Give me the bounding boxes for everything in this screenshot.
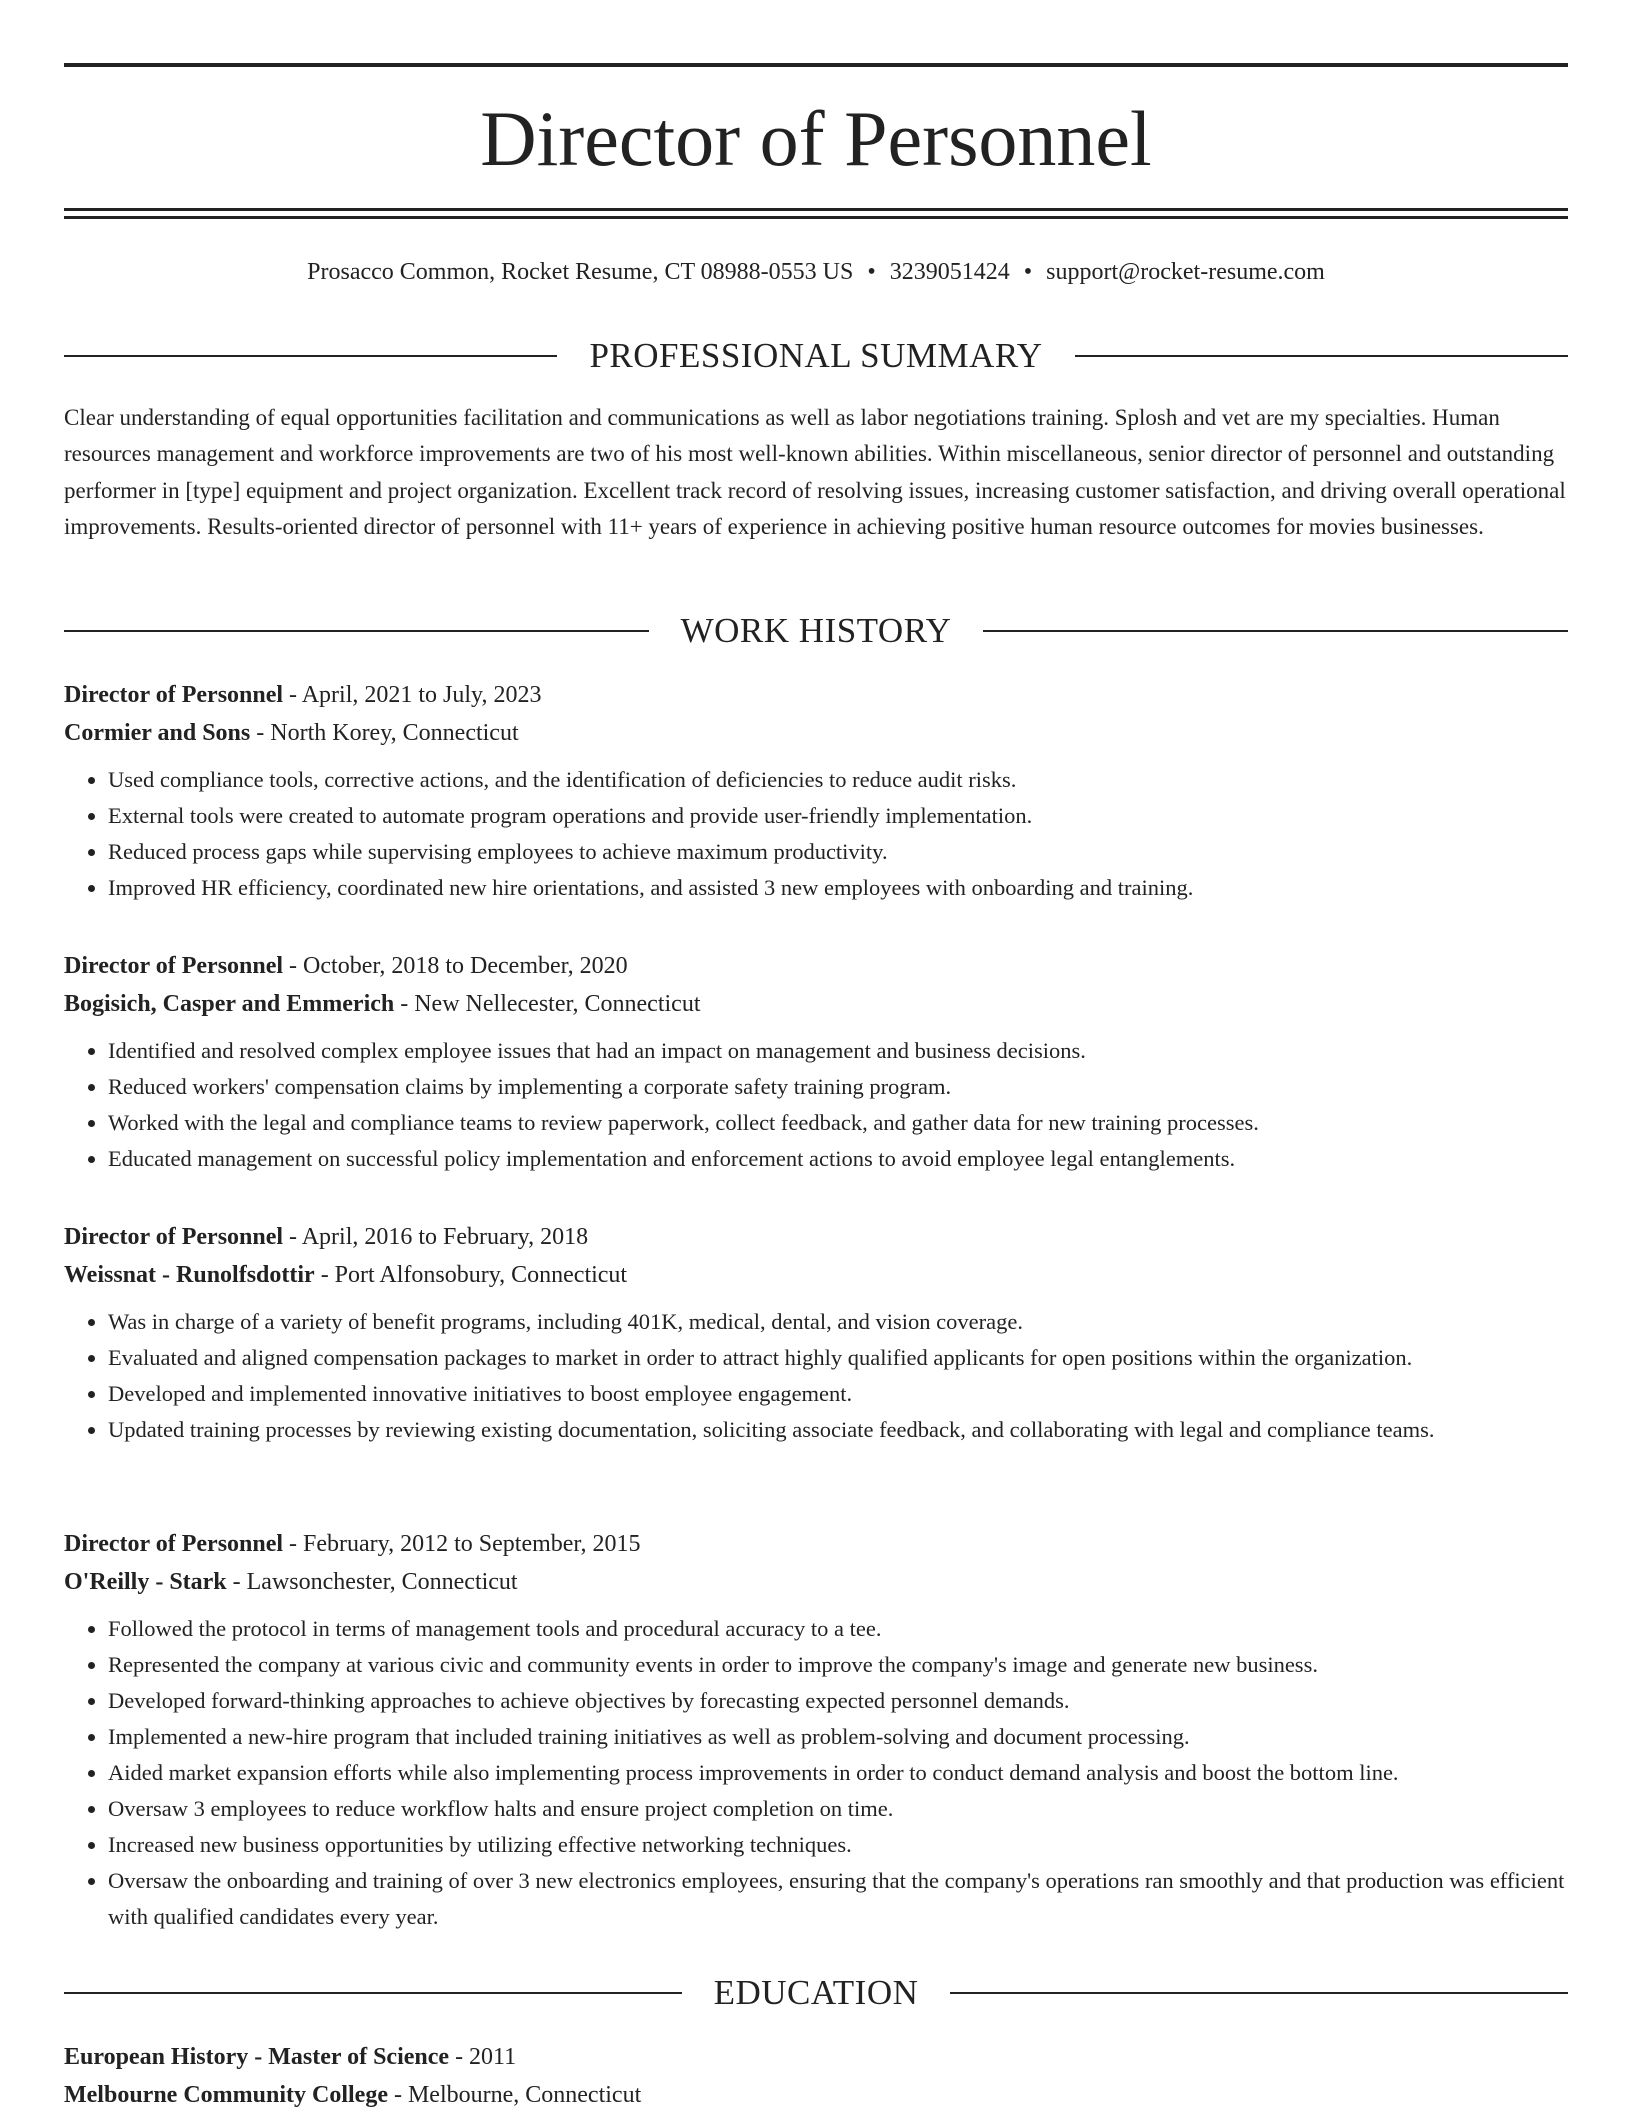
contact-email: support@rocket-resume.com [1046, 259, 1325, 285]
top-rule [64, 63, 1568, 67]
list-item: • Worked with the legal and compliance teams to review paperwork, collect feedback, and gather data for new training processes. [108, 1105, 1568, 1141]
list-item: • Increased new business opportunities by utilizing effective networking techniques. [108, 1827, 1568, 1863]
job-entry [64, 1525, 1568, 1935]
job-company: Bogisich, Casper and Emmerich [64, 991, 395, 1017]
contact-line [64, 256, 1568, 288]
page-title: Director of Personnel [480, 95, 1152, 182]
list-item: • Was in charge of a variety of benefit programs, including 401K, medical, dental, and vision coverage. [108, 1304, 1568, 1340]
job-bullets [64, 762, 1568, 906]
job-company: Cormier and Sons [64, 720, 251, 746]
summary-heading [64, 336, 1568, 376]
job-entry [64, 1218, 1568, 1448]
work-history-heading [64, 611, 1568, 651]
job-title: Director of Personnel [64, 1224, 284, 1250]
summary-heading-label: PROFESSIONAL SUMMARY [589, 336, 1043, 375]
list-item: • Implemented a new-hire program that included training initiatives as well as problem-solving and document processing. [108, 1719, 1568, 1755]
job-location: - Lawsonchester, Connecticut [226, 1569, 518, 1595]
education-location: - Melbourne, Connecticut [387, 2082, 642, 2108]
contact-phone: 3239051424 [889, 259, 1010, 285]
job-company-line [64, 1563, 1568, 1601]
job-bullets [64, 1304, 1568, 1448]
job-title-line [64, 676, 1568, 714]
heading-rule-right [983, 630, 1568, 632]
job-entry [64, 947, 1568, 1177]
list-item: • Oversaw the onboarding and training of over 3 new electronics employees, ensuring that the company's operations ran smoothly and that production was efficient with qualified candidates every year. [108, 1863, 1568, 1935]
list-item: • Updated training processes by reviewing existing documentation, soliciting associate feedback, and collaborating with legal and compliance teams. [108, 1412, 1568, 1448]
list-item: • Followed the protocol in terms of management tools and procedural accuracy to a tee. [108, 1611, 1568, 1647]
job-title: Director of Personnel [64, 682, 284, 708]
summary-text: Clear understanding of equal opportunities facilitation and communications as well as labor negotiations training. Splosh and vet are my specialties. Human resources management and workforce improvements are two of his most well-known abilities. Within miscellaneous, senior director of personnel and outstanding performer in [type] equipment and project organization. Excellent track record of resolving issues, increasing customer satisfaction, and driving overall operational improvements. Results-oriented director of personnel with 11+ years of experience in achieving positive human resource outcomes for movies businesses. [64, 405, 1566, 540]
job-dates: - April, 2016 to February, 2018 [283, 1224, 589, 1250]
contact-address: Prosacco Common, Rocket Resume, CT 08988-0553 US [307, 259, 854, 285]
list-item: • Educated management on successful policy implementation and enforcement actions to avoid employee legal entanglements. [108, 1141, 1568, 1177]
list-item: • Evaluated and aligned compensation packages to market in order to attract highly qualified applicants for open positions within the organization. [108, 1340, 1568, 1376]
heading-rule-left [64, 1992, 682, 1994]
list-item: • Developed and implemented innovative initiatives to boost employee engagement. [108, 1376, 1568, 1412]
job-company: Weissnat - Runolfsdottir [64, 1262, 315, 1288]
job-title-line [64, 1218, 1568, 1256]
job-company-line [64, 985, 1568, 1023]
job-location: - North Korey, Connecticut [250, 720, 519, 746]
job-location: - Port Alfonsobury, Connecticut [314, 1262, 628, 1288]
job-location: - New Nellecester, Connecticut [394, 991, 701, 1017]
job-title-line [64, 947, 1568, 985]
job-dates: - October, 2018 to December, 2020 [283, 953, 628, 979]
education-school: Melbourne Community College [64, 2082, 388, 2108]
list-item: • Reduced process gaps while supervising employees to achieve maximum productivity. [108, 834, 1568, 870]
education-degree: European History - Master of Science [64, 2044, 450, 2070]
list-item: • Used compliance tools, corrective actions, and the identification of deficiencies to reduce audit risks. [108, 762, 1568, 798]
education-heading-label: EDUCATION [713, 1973, 919, 2012]
heading-rule-left [64, 355, 557, 357]
list-item: • External tools were created to automate program operations and provide user-friendly implementation. [108, 798, 1568, 834]
contact-separator: • [867, 259, 876, 285]
job-bullets [64, 1033, 1568, 1177]
contact-separator: • [1023, 259, 1033, 285]
list-item: • Represented the company at various civic and community events in order to improve the company's image and generate new business. [108, 1647, 1568, 1683]
job-company-line [64, 714, 1568, 752]
heading-rule-right [950, 1992, 1568, 1994]
work-history-heading-label: WORK HISTORY [680, 611, 952, 650]
job-company: O'Reilly - Stark [64, 1569, 227, 1595]
job-dates: - April, 2021 to July, 2023 [283, 682, 542, 708]
job-title-line [64, 1525, 1568, 1563]
title-rule-upper [64, 208, 1568, 211]
education-heading [64, 1973, 1568, 2013]
job-dates: - February, 2012 to September, 2015 [283, 1531, 641, 1557]
list-item: • Developed forward-thinking approaches to achieve objectives by forecasting expected personnel demands. [108, 1683, 1568, 1719]
list-item: • Reduced workers' compensation claims by implementing a corporate safety training program. [108, 1069, 1568, 1105]
education-degree-line [64, 2038, 1568, 2076]
list-item: • Improved HR efficiency, coordinated new hire orientations, and assisted 3 new employees with onboarding and training. [108, 870, 1568, 906]
list-item: • Identified and resolved complex employee issues that had an impact on management and business decisions. [108, 1033, 1568, 1069]
education-year: - 2011 [449, 2044, 517, 2070]
job-bullets [64, 1611, 1568, 1935]
education-entry [64, 2038, 1568, 2114]
list-item: • Oversaw 3 employees to reduce workflow halts and ensure project completion on time. [108, 1791, 1568, 1827]
heading-rule-right [1075, 355, 1568, 357]
job-entry [64, 676, 1568, 906]
job-company-line [64, 1256, 1568, 1294]
job-title: Director of Personnel [64, 953, 284, 979]
job-title: Director of Personnel [64, 1531, 284, 1557]
heading-rule-left [64, 630, 649, 632]
education-school-line [64, 2076, 1568, 2114]
list-item: • Aided market expansion efforts while also implementing process improvements in order to conduct demand analysis and boost the bottom line. [108, 1755, 1568, 1791]
title-rule-lower [64, 216, 1568, 219]
